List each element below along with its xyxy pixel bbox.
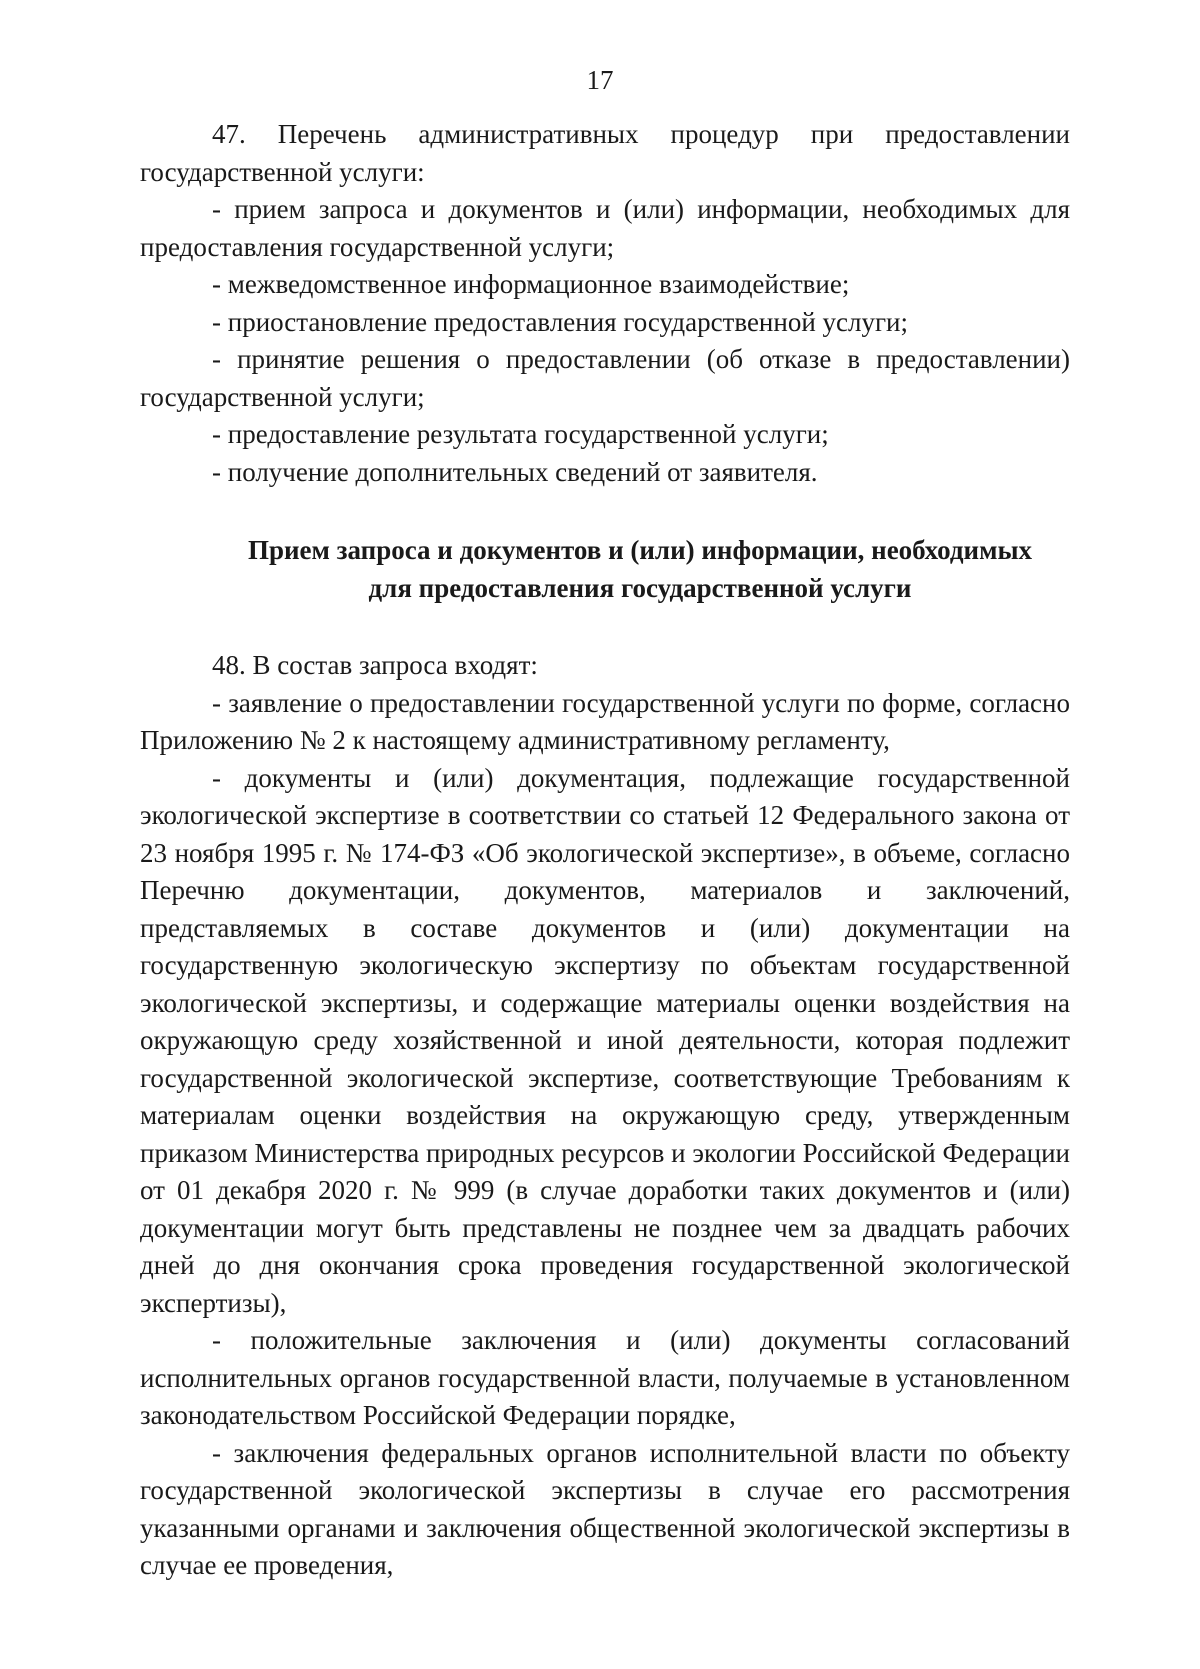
section-47-item: - приостановление предоставления государственной услуги; [212,306,909,337]
section-47-title: 47. Перечень административных процедур при предоставлении государственной услуги: [140,119,1070,187]
section-48-item: - заключения федеральных органов исполнительной власти по объекту государственной экологической экспертизы в случае его рассмотрения указанными органами и заключения общественной экологической экспертизы в случае ее проведения, [140,1437,1070,1580]
section-48-item: - заявление о предоставлении государственной услуги по форме, согласно Приложению № 2 к настоящему административному регламенту, [140,687,1070,755]
section-47-item: - прием запроса и документов и (или) информации, необходимых для предоставления государственной услуги; [140,194,1070,262]
spacer [140,607,1070,647]
section-heading-line-1: Прием запроса и документов и (или) информации, необходимых [247,535,1033,565]
section-48-item: - положительные заключения и (или) документы согласований исполнительных органов государственной власти, получаемые в установленном законодательством Российской Федерации порядке, [140,1325,1070,1430]
page-number: 17 [586,65,614,95]
document-body [140,116,1070,1585]
section-47-item: - принятие решения о предоставлении (об отказе в предоставлении) государственной услуги; [140,344,1070,412]
section-47-item: - получение дополнительных сведений от заявителя. [212,456,818,487]
section-48-item: - документы и (или) документация, подлежащие государственной экологической экспертизе в соответствии со статьей 12 Федерального закона от 23 ноября 1995 г. № 174-ФЗ «Об экологической экспертизе», в объеме, согласно Перечню документации, документов, материалов и заключений, представляемых в составе документов и (или) документации на государственную экологическую экспертизу по объектам государственной экологической экспертизы, и содержащие материалы оценки воздействия на окружающую среду хозяйственной и иной деятельности, которая подлежит государственной экологической экспертизе, соответствующие Требованиям к материалам оценки воздействия на окружающую среду, утвержденным приказом Министерства природных ресурсов и экологии Российской Федерации от 01 декабря 2020 г. № 999 (в случае доработки таких документов и (или) документации могут быть представлены не позднее чем за двадцать рабочих дней до дня окончания срока проведения государственной экологической экспертизы), [140,762,1070,1318]
section-47-item: - предоставление результата государственной услуги; [212,419,829,449]
section-heading-line-2: для предоставления государственной услуги [368,573,912,603]
section-heading [140,531,1070,607]
spacer [140,491,1070,531]
section-47-item: - межведомственное информационное взаимодействие; [212,269,850,299]
section-48-title: 48. В состав запроса входят: [212,650,538,680]
